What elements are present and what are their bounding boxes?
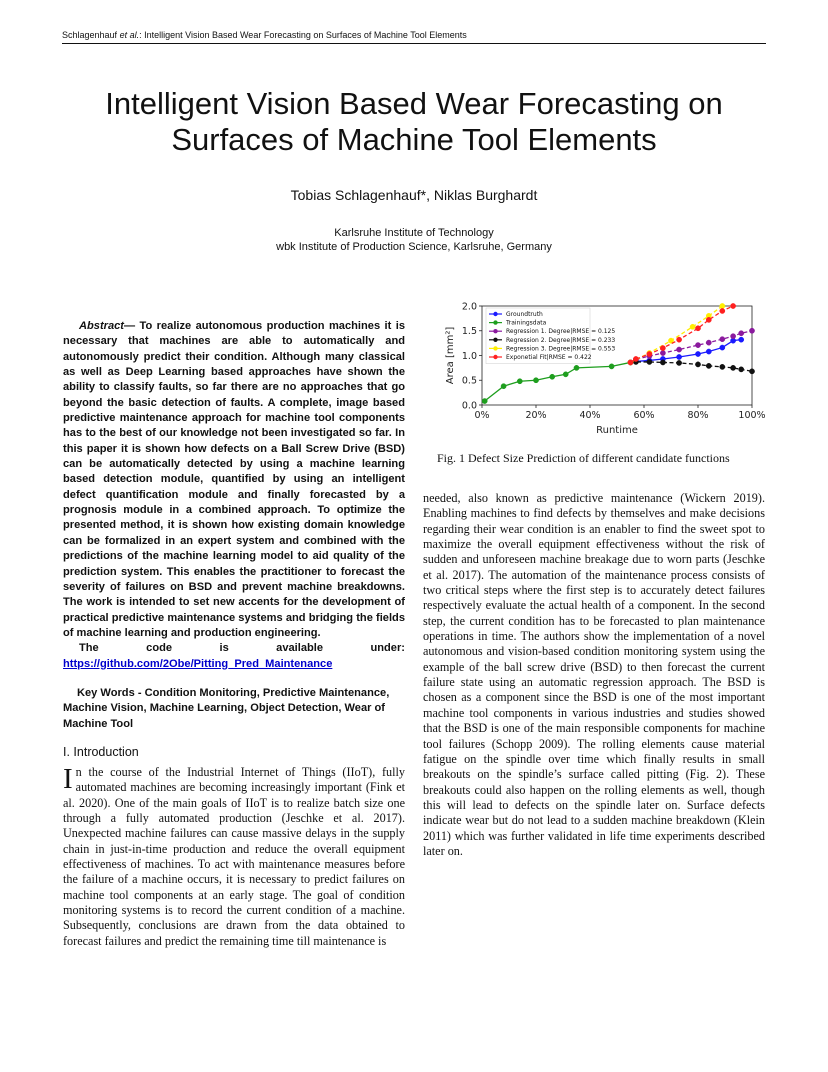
paper-title: Intelligent Vision Based Wear Forecasting on Surfaces of Machine Tool Elements (105, 86, 723, 157)
legend-marker (493, 338, 497, 342)
x-tick-label: 100% (738, 410, 766, 421)
legend-entry: Regression 2. Degree|RMSE = 0.233 (506, 336, 616, 344)
data-point (739, 337, 744, 342)
running-head-author: Schlagenhauf (62, 30, 118, 40)
abstract-lead: Abstract (79, 320, 125, 332)
data-point (706, 340, 711, 345)
data-point (660, 360, 665, 365)
legend-entry: Groundtruth (506, 311, 543, 318)
data-point (720, 308, 725, 313)
legend-marker (493, 312, 497, 316)
dropcap-letter: I (63, 763, 73, 795)
affiliation-department: wbk Institute of Production Science, Karlsruhe, Germany (276, 241, 552, 253)
section-heading-introduction: I. Introduction (63, 745, 139, 759)
keywords: Key Words - Condition Monitoring, Predictive Maintenance, Machine Vision, Machine Learning, Object Detection, Wear of Machine Tool (63, 687, 390, 730)
data-point (677, 337, 682, 342)
x-tick-label: 40% (579, 410, 601, 421)
x-tick-label: 0% (474, 410, 490, 421)
data-point (739, 367, 744, 372)
y-tick-label: 1.5 (461, 326, 477, 338)
data-point (720, 345, 725, 350)
affiliation-institute: Karlsruhe Institute of Technology (334, 227, 494, 239)
data-point (609, 364, 614, 369)
data-point (739, 331, 744, 336)
x-tick-label: 60% (633, 410, 655, 421)
figure-defect-size-chart (440, 297, 770, 439)
intro-text-left: n the course of the Industrial Internet of Things (IIoT), fully automated machines are becoming increasingly important (Fink et al. 2020). One of the main goals of IIoT is to realize batch size one through a fully automated production (Jeschke et al. 2017). Unexpected machine failures can cause massive delays in the supply chain in just-in-time production and reduce the overall equipment effectiveness of machines. To act with maintenance measures before the failure of a machine occurs, it is necessary to predict failures on machine tool components at an early stage. The goal of condition monitoring systems is to record the current condition of a machine. Subsequently, conclusions are drawn from the data obtained to forecast failures and predict the remaining time till maintenance is (63, 765, 405, 948)
data-point (647, 351, 652, 356)
data-point (695, 362, 700, 367)
data-point (633, 356, 638, 361)
data-point (677, 360, 682, 365)
data-point (731, 303, 736, 308)
legend-entry: Regression 3. Degree|RMSE = 0.553 (506, 345, 616, 353)
x-tick-label: 80% (687, 410, 709, 421)
data-point (660, 345, 665, 350)
legend-entry: Exponetial Fit|RMSE = 0.422 (506, 354, 592, 361)
abstract-code-text: The code is available under: (79, 642, 405, 655)
data-point (706, 317, 711, 322)
data-point (677, 354, 682, 359)
legend-marker (493, 320, 497, 324)
figure-caption: Fig. 1 Defect Size Prediction of different candidate functions (437, 451, 730, 465)
data-point (482, 398, 487, 403)
data-point (720, 337, 725, 342)
data-point (720, 364, 725, 369)
series-line-1 (485, 362, 631, 401)
x-axis-label: Runtime (596, 425, 638, 436)
legend-marker (493, 355, 497, 359)
legend-entry: Trainingsdata (506, 319, 547, 327)
abstract (63, 319, 405, 672)
running-head-etal: et al. (119, 30, 140, 40)
legend-entry: Regression 1. Degree|RMSE = 0.125 (506, 328, 616, 336)
paper-authors: Tobias Schlagenhauf*, Niklas Burghardt (290, 187, 538, 203)
x-tick-label: 20% (525, 410, 547, 421)
y-tick-label: 1.0 (461, 350, 477, 362)
data-point (690, 324, 695, 329)
data-point (550, 374, 555, 379)
data-point (501, 384, 506, 389)
running-head (62, 30, 766, 44)
y-tick-label: 2.0 (461, 301, 477, 313)
data-point (731, 334, 736, 339)
data-point (574, 365, 579, 370)
data-point (749, 328, 754, 333)
data-point (628, 360, 633, 365)
data-point (533, 378, 538, 383)
data-point (695, 351, 700, 356)
data-point (720, 303, 725, 308)
data-point (749, 369, 754, 374)
intro-column-right: needed, also known as predictive maintenance (Wickern 2019). Enabling machines to find defects by themselves and make decisions regarding their wear condition is an enabler to find the sweet spot to maximize the overall equipment effectiveness without the risk of sudden and unforeseen machine breakage due to worn parts (Jeschke et al. 2017). The automation of the maintenance process consists of two critical steps where the first step is to accurately detect failures respectively evaluate the actual health of a component. In the second step, the current condition has to be forecasted to plan maintenance operations in time. The authors show the implementation of a novel autonomous and vision-based condition monitoring system using the example of the ball screw drive (BSD) to then forecast the current failure state using an automatic regression approach. The BSD is chosen as a component since the BSD is one of the most important machine tool components in various industries and studies showed that the BSD is one of the main responsible components for machine tool failures (Schopp 2009). The rolling elements cause material fatigue on the spindle over time which finally results in small breakouts on the spindle’s surface called pitting (Fig. 2). These breakouts could also happen on the rolling elements as well, though this will lead to defects on the spindle later on. Surface defects indicate wear but do not lead to a sudden machine breakdown (Klein 2011) which was further validated in life time experiments described later on. (423, 491, 765, 858)
data-point (731, 365, 736, 370)
y-axis-label: Area [mm²] (445, 326, 456, 385)
data-point (647, 359, 652, 364)
data-point (660, 350, 665, 355)
data-point (706, 363, 711, 368)
code-repository-link[interactable]: https://github.com/2Obe/Pitting_Pred_Maintenance (63, 657, 333, 670)
intro-column-left (63, 765, 405, 949)
abstract-dash: — (124, 320, 140, 332)
data-point (563, 372, 568, 377)
data-point (695, 326, 700, 331)
abstract-text: To realize autonomous production machines it is necessary that machines are able to automatically and autonomously predict their condition. Although many classical as well as Deep Learning based approaches have shown the ability to classify faults, so far there are no approaches that go beyond the basic detection of faults. A complete, image based predictive maintenance approach for machine tool components has to the best of our knowledge not been investigated so far. In this paper it is shown how defects on a Ball Screw Drive (BSD) can be automatically detected by using a machine learning based detection module, quantified by using an intelligent defect quantification module and finally forecasted by a prognosis module in a combined approach. To optimize the presented method, it is shown how existing domain knowledge can be formalized in an expert system and combined with the predictions of the machine learning model to aid quality of the prediction system. This enables the practitioner to forecast the severity of failures on BSD and prevent machine breakdowns. The work is intended to set new accents for the development of practical predictive maintenance systems and bridging the fields of machine learning and production engineering. (63, 320, 405, 639)
running-head-title: : Intelligent Vision Based Wear Forecasting on Surfaces of Machine Tool Elements (139, 30, 467, 40)
chart-svg (440, 297, 770, 439)
y-tick-label: 0.0 (461, 400, 477, 412)
legend-marker (493, 329, 497, 333)
data-point (517, 379, 522, 384)
legend-marker (493, 346, 497, 350)
data-point (706, 349, 711, 354)
data-point (695, 343, 700, 348)
y-tick-label: 0.5 (461, 375, 477, 387)
data-point (677, 347, 682, 352)
